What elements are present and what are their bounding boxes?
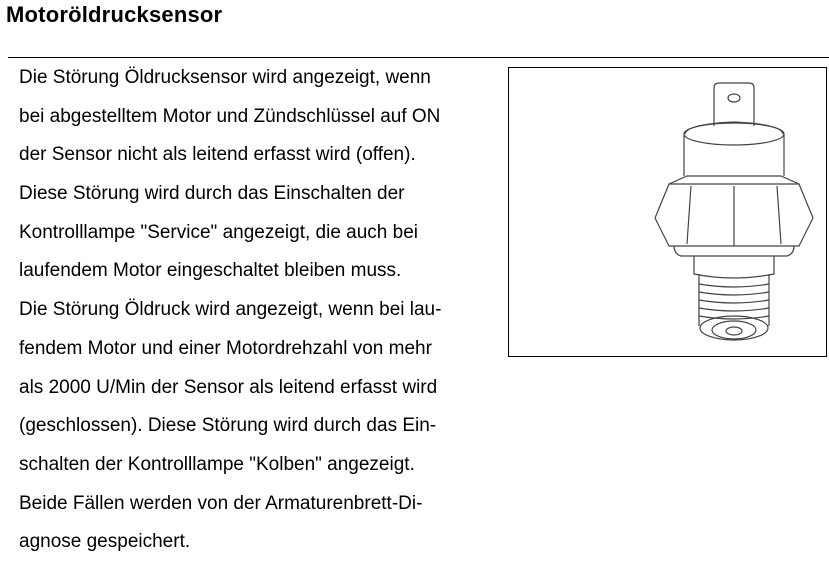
text-line: Die Störung Öldrucksensor wird angezeigt, wenn bbox=[19, 67, 431, 88]
text-line: fendem Motor und einer Motordrehzahl von mehr bbox=[19, 337, 432, 359]
description-text bbox=[19, 64, 499, 567]
text-line: als 2000 U/Min der Sensor als leitend erfasst wird bbox=[19, 376, 438, 398]
sensor-illustration-frame bbox=[508, 67, 827, 357]
text-line: bei abgestelltem Motor und Zündschlüssel auf ON bbox=[19, 105, 441, 127]
text-line: agnose gespeichert. bbox=[19, 531, 191, 553]
text-line: Diese Störung wird durch das Einschalten der bbox=[19, 183, 405, 205]
text-line: Die Störung Öldruck wird angezeigt, wenn bei lau- bbox=[19, 299, 442, 321]
page-title: Motoröldrucksensor bbox=[6, 2, 223, 27]
text-line: der Sensor nicht als leitend erfasst wird (offen). bbox=[19, 144, 416, 166]
text-line: Kontrolllampe "Service" angezeigt, die auch bei bbox=[19, 221, 418, 243]
title-divider bbox=[8, 57, 829, 58]
oil-pressure-sensor-icon bbox=[509, 68, 826, 356]
text-line: Beide Fällen werden von der Armaturenbrett-Di- bbox=[19, 492, 423, 514]
text-line: (geschlossen). Diese Störung wird durch das Ein- bbox=[19, 415, 437, 437]
text-line: schalten der Kontrolllampe "Kolben" angezeigt. bbox=[19, 453, 415, 475]
text-line: laufendem Motor eingeschaltet bleiben muss. bbox=[19, 260, 402, 282]
